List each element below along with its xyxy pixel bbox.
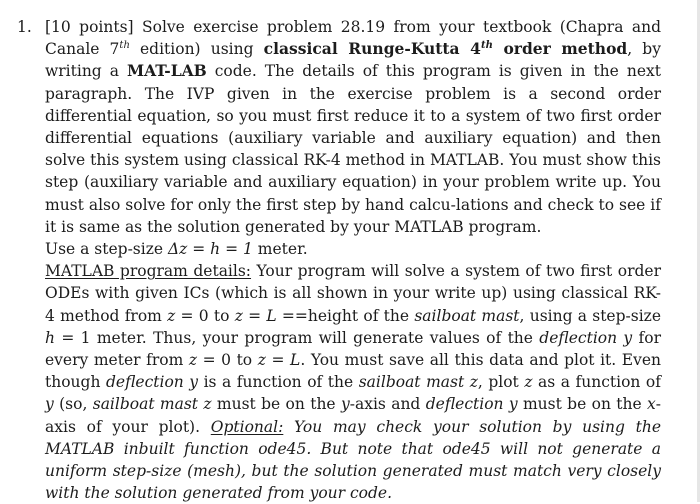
- details-text: =: [242, 306, 267, 325]
- problem-number: 1.: [17, 18, 32, 36]
- problem-statement: [45, 16, 661, 238]
- details-text: must be on the: [517, 395, 648, 414]
- step-size-line: [45, 238, 661, 260]
- emphasis-text: sailboat mast: [414, 306, 520, 325]
- details-text: -axis of your plot).: [45, 395, 662, 436]
- details-text: Your program will solve a system of two first order ODEs with given ICs (which is all shown in your write up) using classical RK-4 method from: [45, 262, 661, 325]
- emphasis-text: deflection y: [105, 373, 199, 392]
- details-text: , plot: [477, 373, 525, 392]
- details-text: , using a step-size: [519, 306, 662, 325]
- method-superscript: th: [480, 40, 493, 52]
- math-symbol: y: [45, 395, 54, 414]
- emphasis-text: sailboat mast z: [92, 395, 212, 414]
- emphasis-text: deflection y: [425, 395, 518, 414]
- math-symbol: y: [340, 395, 350, 414]
- math-symbol: L: [290, 351, 301, 370]
- details-text: must be on the: [211, 395, 341, 414]
- details-text: = 1 meter. Thus, your program will generate values of the: [54, 328, 540, 347]
- emphasis-text: sailboat mast z: [358, 373, 478, 392]
- step-size-math: Δz = h = 1: [167, 240, 253, 259]
- details-text: (so,: [53, 395, 93, 414]
- details-text: is a function of the: [198, 373, 359, 392]
- math-symbol: z: [234, 306, 243, 325]
- problem-body: code. The details of this program is given in the next paragraph. The IVP given in the exercise problem is a second order differential equation, so you must first reduce it to a system of two first order differential equations (auxiliary variable and auxiliary equation) and then solve this system using classical RK-4 method in MATLAB. You must show this step (auxiliary variable and auxiliary equation) in your problem write up. You must also solve for only the first step by hand calcu-lations and check to see if it is same as the solution generated by your MATLAB program.: [45, 62, 661, 236]
- details-text: ==height of the: [276, 306, 415, 325]
- step-size-text-1: Use a step-size: [45, 240, 168, 259]
- math-symbol: z: [167, 306, 176, 325]
- details-text: as a function of: [532, 373, 661, 392]
- details-text: = 0 to: [175, 306, 235, 325]
- math-symbol: z: [257, 351, 266, 370]
- method-name-part-2: order method: [503, 39, 628, 59]
- math-symbol: h: [45, 328, 55, 347]
- math-symbol: L: [266, 306, 277, 325]
- details-text: -axis and: [349, 395, 426, 414]
- edition-superscript: th: [119, 40, 130, 52]
- math-symbol: x: [647, 395, 656, 414]
- details-text: = 0 to: [197, 351, 258, 370]
- method-name: [264, 39, 628, 58]
- math-symbol: z: [524, 373, 533, 392]
- step-size-text-2: meter.: [252, 240, 308, 259]
- method-name-part-1: classical Runge-Kutta 4: [263, 39, 481, 59]
- optional-label: Optional:: [210, 417, 284, 436]
- emphasis-text: deflection y: [539, 328, 633, 347]
- details-text: . You must save all this data and plot it. Even though: [45, 351, 661, 392]
- points-label: [10 points]: [45, 18, 134, 36]
- intro-text-2: edition) using: [140, 40, 254, 59]
- intro-text-1: Solve exercise problem 28.19 from your textbook (Chapra and Canale 7: [45, 18, 661, 59]
- matlab-bold: MAT-LAB: [126, 61, 207, 81]
- optional-text: You may check your solution by using the MATLAB inbuilt function ode45. But note that ode45 will not generate a uniform step-size (mesh), but the solution generated must match very closely with the solution generated from your code.: [45, 417, 661, 503]
- details-text: for every meter from: [45, 328, 661, 370]
- program-details-paragraph: [45, 260, 661, 504]
- math-symbol: z: [188, 351, 198, 370]
- intro-text-3: , by writing a: [45, 40, 661, 81]
- program-details-heading: MATLAB program details:: [45, 262, 252, 281]
- problem-content: [45, 16, 661, 504]
- details-text: =: [265, 351, 291, 370]
